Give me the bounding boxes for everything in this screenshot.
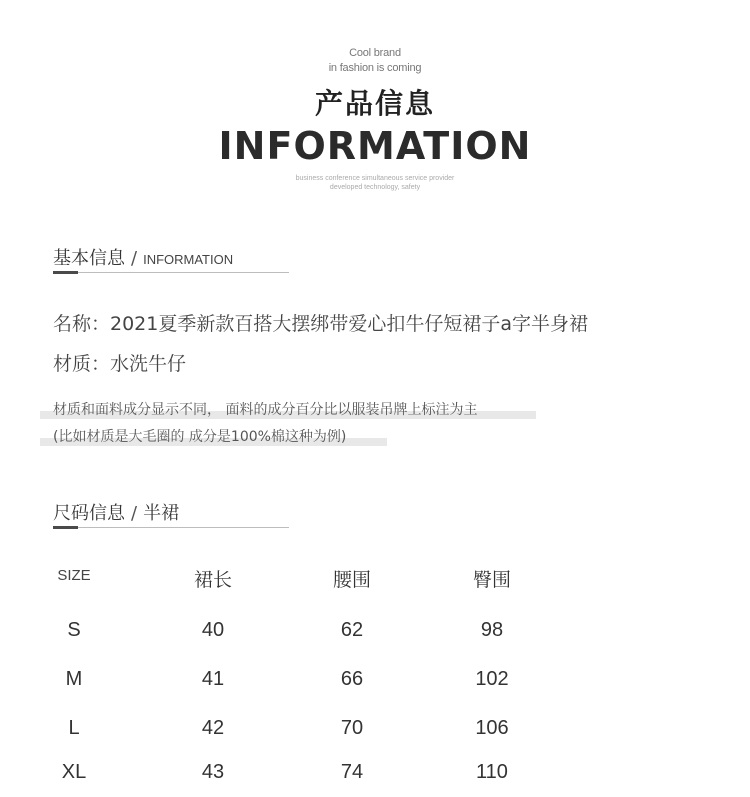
basic-info-rule xyxy=(78,272,289,273)
table-cell-size: M xyxy=(65,668,83,690)
table-cell-waist: 70 xyxy=(340,717,364,739)
size-info-title: 尺码信息 xyxy=(53,503,125,524)
note-line2: (比如材质是大毛圈的 成分是100%棉这种为例) xyxy=(53,429,347,445)
basic-info-rule-accent xyxy=(53,271,78,274)
size-info-rule xyxy=(78,527,289,528)
subtitle-line2: developed technology, safety xyxy=(329,184,421,191)
size-info-rule-accent xyxy=(53,526,78,529)
page-title-en: INFORMATION xyxy=(218,124,532,168)
table-cell-length: 42 xyxy=(201,717,225,739)
basic-info-subtitle: INFORMATION xyxy=(143,252,234,267)
table-header-hip: 臀围 xyxy=(472,569,511,591)
basic-info-title: 基本信息 xyxy=(53,248,125,269)
tagline-line1: Cool brand xyxy=(349,47,401,59)
table-cell-size: S xyxy=(67,619,81,641)
table-cell-hip: 98 xyxy=(480,619,504,641)
table-cell-hip: 102 xyxy=(475,668,509,690)
table-cell-waist: 66 xyxy=(340,668,364,690)
size-info-subtitle: 半裙 xyxy=(143,503,180,524)
subtitle-line1: business conference simultaneous service provider xyxy=(295,175,455,182)
table-header-size: SIZE xyxy=(57,567,91,584)
page-title-cn: 产品信息 xyxy=(314,87,435,120)
product-name-line: 名称：2021夏季新款百搭大摆绑带爱心扣牛仔短裙子a字半身裙 xyxy=(53,313,588,335)
material-line: 材质：水洗牛仔 xyxy=(53,353,187,375)
table-cell-length: 43 xyxy=(201,761,225,783)
size-info-slash: / xyxy=(131,503,138,524)
table-cell-hip: 110 xyxy=(476,761,508,783)
table-cell-waist: 62 xyxy=(340,619,364,641)
table-header-waist: 腰围 xyxy=(332,569,371,591)
table-cell-hip: 106 xyxy=(475,717,509,739)
basic-info-heading xyxy=(53,244,233,270)
table-cell-size: L xyxy=(68,717,80,739)
table-header-length: 裙长 xyxy=(193,569,232,591)
table-cell-size: XL xyxy=(61,761,87,783)
table-cell-length: 41 xyxy=(201,668,225,690)
table-cell-length: 40 xyxy=(201,619,225,641)
tagline-line2: in fashion is coming xyxy=(328,62,422,74)
table-cell-waist: 74 xyxy=(340,761,364,783)
note-line1: 材质和面料成分显示不同， 面料的成分百分比以服装吊牌上标注为主 xyxy=(53,402,478,418)
basic-info-slash: / xyxy=(131,248,138,269)
size-info-heading xyxy=(53,499,179,525)
